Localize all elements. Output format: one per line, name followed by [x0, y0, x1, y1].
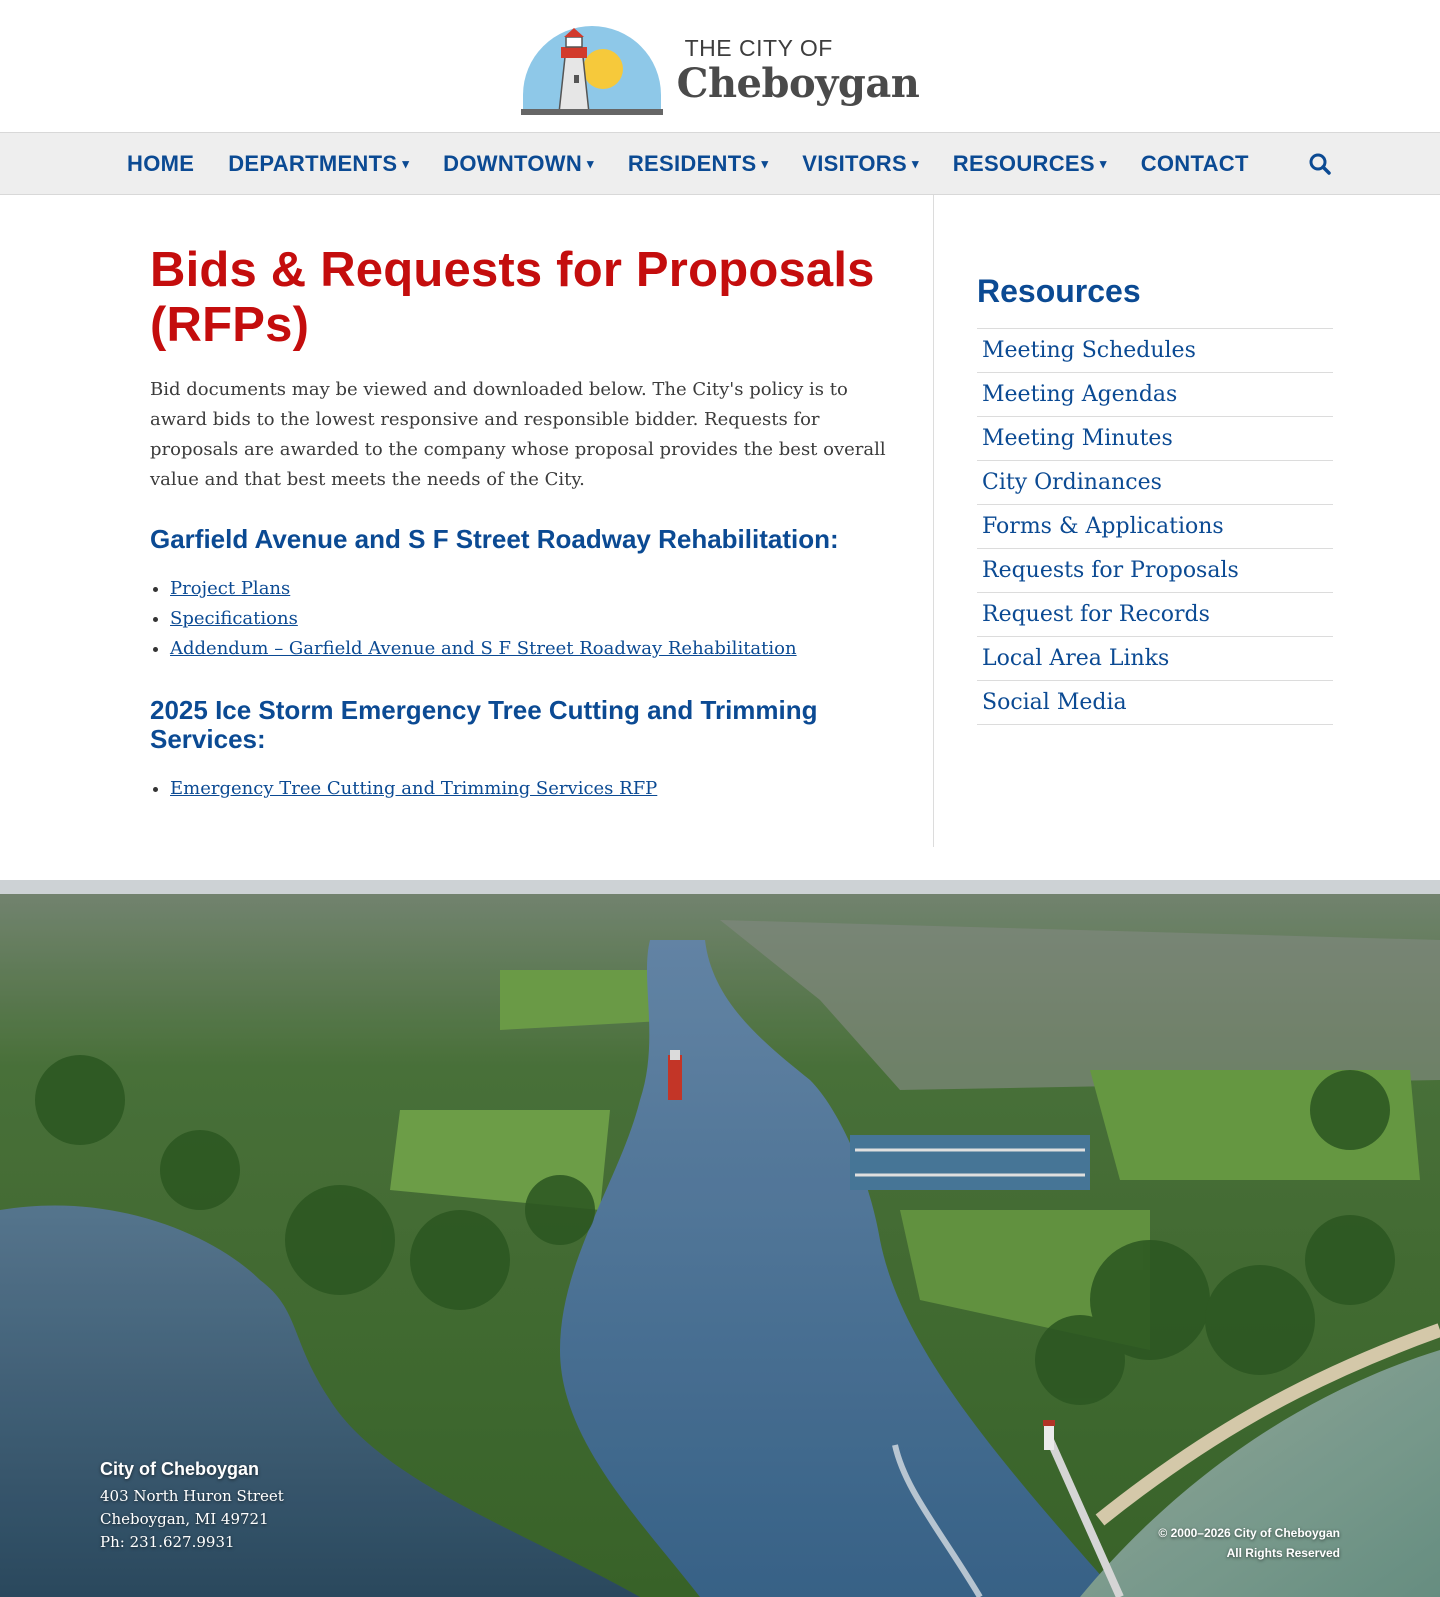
document-list-ice-storm: [150, 774, 933, 804]
sidebar-menu: [977, 328, 1333, 725]
sidebar-item-meeting-minutes: [977, 417, 1333, 461]
main-content: [90, 195, 934, 847]
section-heading-garfield: Garfield Avenue and S F Street Roadway Rehabilitation:: [150, 524, 839, 554]
addendum-link[interactable]: Addendum – Garfield Avenue and S F Street Roadway Rehabilitation: [170, 638, 797, 659]
list-item: [170, 634, 933, 664]
nav-item-downtown[interactable]: [443, 151, 594, 177]
main-nav: [0, 132, 1440, 195]
lighthouse-logo-icon: [521, 25, 663, 115]
sidebar-item-social-media: [977, 681, 1333, 725]
footer-phone[interactable]: Ph: 231.627.9931: [100, 1533, 235, 1551]
sidebar-item-meeting-schedules: [977, 329, 1333, 373]
footer-copyright: [1158, 1523, 1340, 1563]
sidebar-item-city-ordinances: [977, 461, 1333, 505]
caret-down-icon: ▾: [402, 155, 410, 171]
caret-down-icon: ▾: [911, 155, 919, 171]
nav-item-resources[interactable]: [953, 151, 1107, 177]
search-icon[interactable]: [1308, 152, 1332, 176]
sidebar-item-request-for-records: [977, 593, 1333, 637]
sidebar-link[interactable]: Meeting Minutes: [982, 426, 1173, 451]
sidebar-item-requests-for-proposals: [977, 549, 1333, 593]
footer-city-state: Cheboygan, MI 49721: [100, 1510, 269, 1528]
sidebar-link[interactable]: Meeting Schedules: [982, 338, 1196, 363]
nav-item-visitors[interactable]: [802, 151, 919, 177]
nav-item-contact[interactable]: [1141, 151, 1249, 177]
nav-label: RESIDENTS: [627, 150, 757, 176]
sidebar-item-meeting-agendas: [977, 373, 1333, 417]
sidebar-link[interactable]: Social Media: [982, 690, 1127, 715]
page-title: Bids & Requests for Proposals (RFPs): [150, 243, 875, 352]
content-area: [90, 195, 1350, 847]
nav-item-home[interactable]: [127, 151, 194, 177]
sidebar-link[interactable]: Local Area Links: [982, 646, 1170, 671]
caret-down-icon: ▾: [587, 155, 594, 171]
nav-label: HOME: [127, 150, 195, 176]
sidebar-item-local-area-links: [977, 637, 1333, 681]
logo-big-text: Cheboygan: [676, 59, 920, 107]
sidebar-link[interactable]: Forms & Applications: [982, 514, 1224, 539]
rights-text: All Rights Reserved: [1226, 1546, 1340, 1560]
logo-wordmark: [676, 34, 920, 107]
nav-label: DOWNTOWN: [443, 150, 583, 176]
resources-sidebar: [934, 195, 1333, 847]
sidebar-link[interactable]: Requests for Proposals: [982, 558, 1239, 583]
sidebar-link[interactable]: City Ordinances: [982, 470, 1162, 495]
nav-label: VISITORS: [802, 150, 907, 176]
sidebar-item-forms-applications: [977, 505, 1333, 549]
footer-address: [100, 1459, 284, 1554]
sidebar-link[interactable]: Request for Records: [982, 602, 1210, 627]
site-logo[interactable]: [521, 25, 920, 115]
document-list-garfield: [150, 574, 933, 664]
caret-down-icon: ▾: [1099, 155, 1107, 171]
project-plans-link[interactable]: Project Plans: [170, 578, 291, 599]
nav-label: RESOURCES: [952, 150, 1095, 176]
copyright-text: © 2000–2026 City of Cheboygan: [1158, 1526, 1340, 1540]
site-footer: [0, 880, 1440, 1597]
intro-paragraph: Bid documents may be viewed and downloaded below. The City's policy is to award bids to the lowest responsive and responsible bidder. Requests for proposals are awarded to the company whose proposal provides the best overall value and that best meets the needs of the City.: [150, 379, 886, 490]
nav-item-residents[interactable]: [628, 151, 768, 177]
nav-item-departments[interactable]: [228, 151, 409, 177]
section-heading-ice-storm: 2025 Ice Storm Emergency Tree Cutting and Trimming Services:: [150, 695, 818, 754]
footer-street: 403 North Huron Street: [100, 1487, 284, 1505]
list-item: [170, 574, 933, 604]
list-item: [170, 774, 933, 804]
caret-down-icon: ▾: [761, 155, 769, 171]
nav-label: CONTACT: [1140, 150, 1249, 176]
list-item: [170, 604, 933, 634]
specifications-link[interactable]: Specifications: [170, 608, 298, 629]
tree-cutting-rfp-link[interactable]: Emergency Tree Cutting and Trimming Services RFP: [170, 778, 658, 799]
sidebar-link[interactable]: Meeting Agendas: [982, 382, 1178, 407]
site-header: [0, 0, 1440, 132]
sidebar-title: Resources: [977, 273, 1141, 309]
footer-city-name: City of Cheboygan: [100, 1459, 260, 1479]
nav-label: DEPARTMENTS: [228, 150, 398, 176]
logo-small-text: THE CITY OF: [684, 34, 833, 61]
